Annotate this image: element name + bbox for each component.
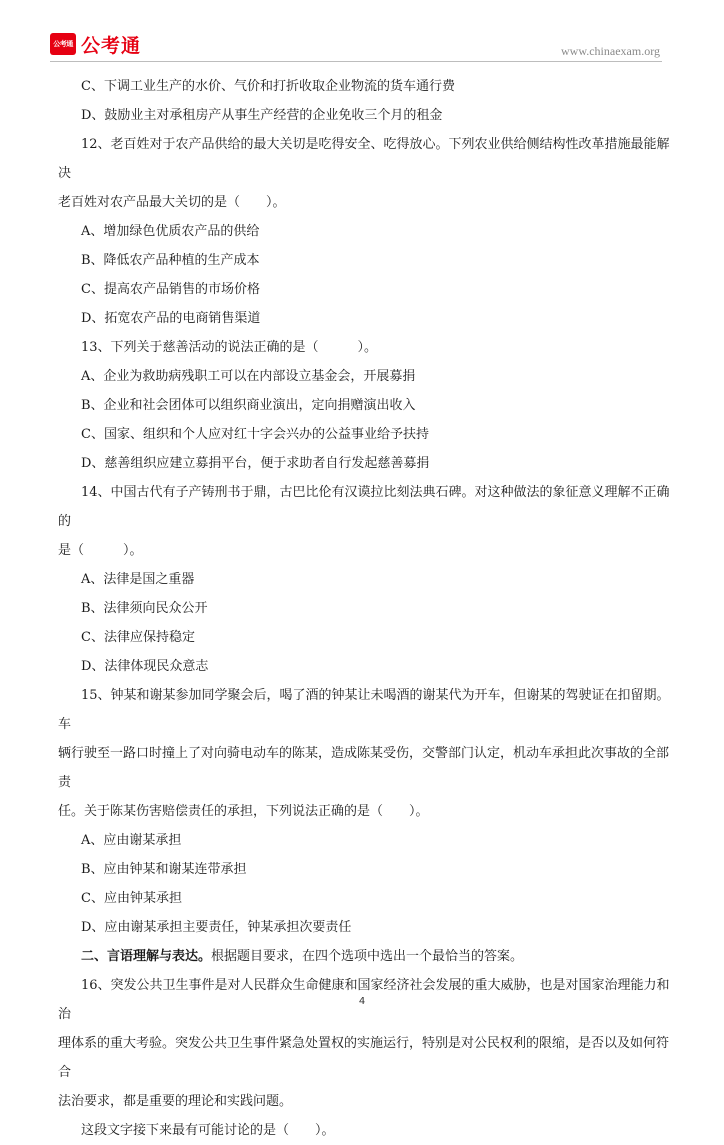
option-line: D、鼓励业主对承租房产从事生产经营的企业免收三个月的租金: [81, 108, 443, 123]
question-15-cont: 辆行驶至一路口时撞上了对向骑电动车的陈某，造成陈某受伤，交警部门认定，机动车承担此次事故的全部责: [58, 746, 670, 790]
option-line: A、应由谢某承担: [81, 833, 182, 848]
section-heading: [58, 942, 670, 971]
brand-logo-badge: 公考通: [50, 33, 76, 55]
header-divider: [50, 61, 662, 62]
question-16-cont: 法治要求，都是重要的理论和实践问题。: [58, 1094, 293, 1109]
option-line: D、法律体现民众意志: [81, 659, 209, 674]
option-line: D、拓宽农产品的电商销售渠道: [81, 311, 261, 326]
option-line: A、法律是国之重器: [81, 572, 195, 587]
option-line: C、国家、组织和个人应对红十字会兴办的公益事业给予扶持: [81, 427, 429, 442]
brand-logo-text: 公考通: [81, 35, 142, 57]
option-line: B、应由钟某和谢某连带承担: [81, 862, 247, 877]
question-16: 16、突发公共卫生事件是对人民群众生命健康和国家经济社会发展的重大威胁，也是对国家治理能力和治: [58, 978, 670, 1022]
option-line: D、应由谢某承担主要责任，钟某承担次要责任: [81, 920, 352, 935]
option-line: C、下调工业生产的水价、气价和打折收取企业物流的货车通行费: [81, 79, 455, 94]
site-url: www.chinaexam.org: [561, 44, 660, 58]
question-14: 14、中国古代有子产铸刑书于鼎，古巴比伦有汉谟拉比刻法典石碑。对这种做法的象征意义理解不正确的: [58, 485, 670, 529]
section-title: 二、言语理解与表达。: [81, 949, 212, 964]
option-line: C、应由钟某承担: [81, 891, 182, 906]
option-line: B、法律须向民众公开: [81, 601, 208, 616]
option-line: B、企业和社会团体可以组织商业演出，定向捐赠演出收入: [81, 398, 416, 413]
question-13: 13、下列关于慈善活动的说法正确的是（ ）。: [81, 340, 378, 355]
document-body: [58, 72, 670, 1145]
question-15: 15、钟某和谢某参加同学聚会后，喝了酒的钟某让未喝酒的谢某代为开车，但谢某的驾驶证在扣留期。车: [58, 688, 670, 732]
option-line: C、提高农产品销售的市场价格: [81, 282, 260, 297]
option-line: B、降低农产品种植的生产成本: [81, 253, 260, 268]
page-number: 4: [358, 996, 366, 1007]
question-12: 12、老百姓对于农产品供给的最大关切是吃得安全、吃得放心。下列农业供给侧结构性改革措施最能解决: [58, 137, 670, 181]
section-instruction: 根据题目要求，在四个选项中选出一个最恰当的答案。: [211, 949, 524, 964]
question-12-cont: 老百姓对农产品最大关切的是（ ）。: [58, 195, 286, 210]
question-15-cont: 任。关于陈某伤害赔偿责任的承担，下列说法正确的是（ ）。: [58, 804, 429, 819]
option-line: D、慈善组织应建立募捐平台，便于求助者自行发起慈善募捐: [81, 456, 430, 471]
question-16-prompt: 这段文字接下来最有可能讨论的是（ ）。: [81, 1123, 335, 1138]
option-line: A、增加绿色优质农产品的供给: [81, 224, 260, 239]
question-14-cont: 是（ ）。: [58, 543, 143, 558]
option-line: C、法律应保持稳定: [81, 630, 195, 645]
option-line: A、企业为救助病残职工可以在内部设立基金会，开展募捐: [81, 369, 416, 384]
question-16-cont: 理体系的重大考验。突发公共卫生事件紧急处置权的实施运行，特别是对公民权利的限缩，是否以及如何符合: [58, 1036, 670, 1080]
page-header: [0, 0, 724, 64]
